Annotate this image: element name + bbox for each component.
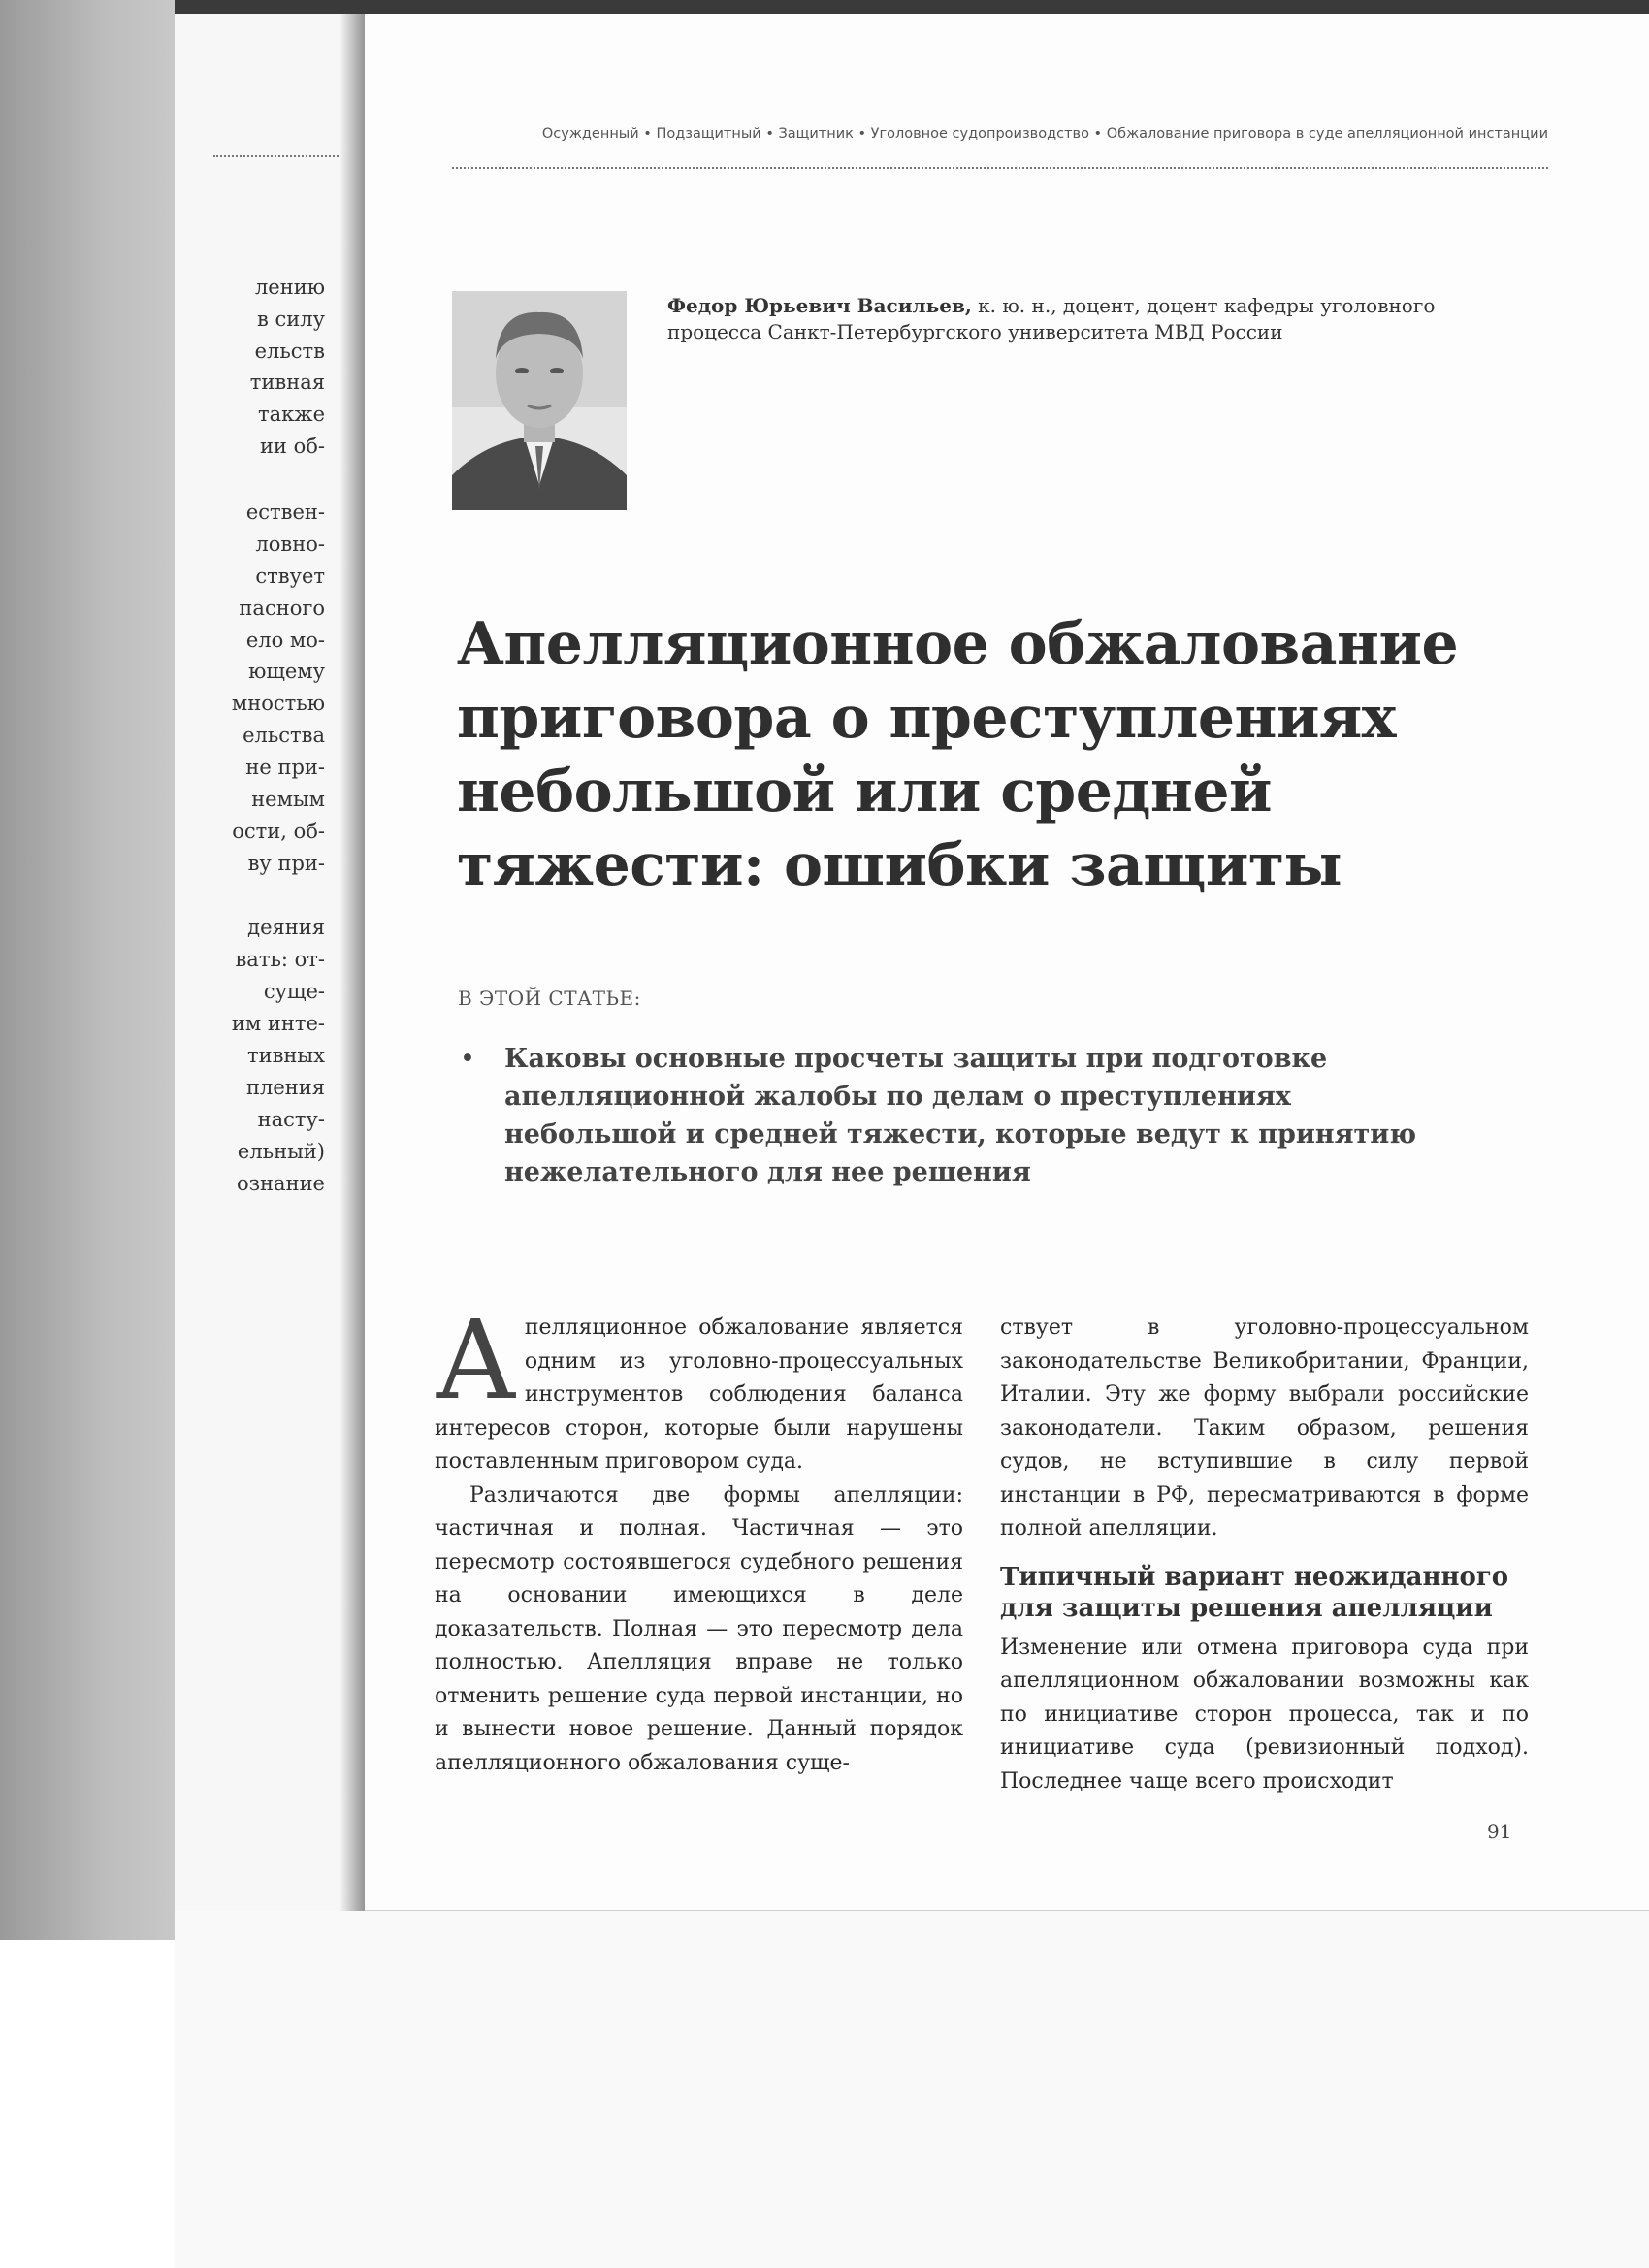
- page-number: 91: [1487, 1820, 1512, 1843]
- scan-top-edge: [0, 0, 1649, 14]
- previous-page-text-fragment: ельный): [237, 1140, 325, 1163]
- previous-page-text-fragment: мностью: [231, 692, 325, 715]
- previous-page-text-fragment: ловно-: [255, 533, 325, 556]
- in-article-label: В ЭТОЙ СТАТЬЕ:: [458, 987, 641, 1010]
- previous-page-text-fragment: насту-: [257, 1108, 325, 1131]
- previous-page-text-fragment: ющему: [248, 660, 325, 683]
- author-details: к. ю. н., доцент, доцент кафедры уголовного процесса Санкт-Петербургского университета МВД России: [667, 294, 1436, 343]
- header-dotted-rule: [452, 167, 1548, 169]
- previous-page-text-fragment: немым: [251, 788, 325, 811]
- scan-left-edge: [0, 0, 175, 1940]
- previous-page-text-fragment: ости, об-: [232, 820, 325, 843]
- previous-page-text-fragment: пления: [245, 1076, 325, 1099]
- previous-page-text-fragment: не при-: [245, 756, 325, 779]
- previous-page-text-fragment: им инте-: [231, 1012, 325, 1035]
- previous-page-text-fragment: ознание: [236, 1172, 325, 1195]
- running-head: Осужденный • Подзащитный • Защитник • Уголовное судопроизводство • Обжалование приговора в суде апелляционной инстанции: [541, 126, 1548, 142]
- previous-page-text-fragment: также: [257, 403, 325, 426]
- previous-page-text-fragment: ельства: [242, 724, 325, 747]
- previous-page: [175, 14, 364, 1939]
- paragraph: Изменение или отмена приговора суда при апелляционном обжаловании возможны как по инициативе сторон процесса, так и по инициативе суда (ревизионный подход). Последнее чаще всего происходит: [1000, 1635, 1529, 1794]
- bullet-icon: •: [460, 1044, 475, 1074]
- author-name: Федор Юрьевич Васильев,: [667, 294, 972, 317]
- paragraph: Различаются две формы апелляции: частичная и полная. Частичная — это пересмотр состоявшегося судебного решения на основании имеющихся в деле доказательств. Полная — это пересмотр дела полностью. Апелляция вправе не только отменить решение суда первой инстанции, но и вынести новое решение. Данный порядок апелляционного обжалования суще-: [435, 1482, 963, 1775]
- previous-page-text-fragment: вать: от-: [235, 948, 325, 971]
- previous-page-text-fragment: лению: [254, 275, 325, 299]
- article-highlights: [450, 1040, 1469, 1191]
- previous-page-text-fragment: пасного: [239, 597, 325, 620]
- scan-background: [175, 1911, 1649, 2268]
- previous-page-text-fragment: суще-: [263, 980, 325, 1003]
- article-page: [365, 14, 1649, 1911]
- previous-page-text-fragment: деяния: [247, 916, 325, 939]
- article-title: Апелляционное обжалование приговора о преступлениях небольшой или средней тяжести: ошибки защиты: [457, 610, 1459, 899]
- body-column-left: [435, 1298, 963, 1780]
- author-byline: [667, 293, 1521, 345]
- drop-cap: А: [435, 1298, 517, 1424]
- previous-page-text-fragment: ествен-: [245, 501, 325, 524]
- previous-page-text-fragment: ву при-: [247, 852, 325, 875]
- highlight-item: • Каковы основные просчеты защиты при подготовке апелляционной жалобы по делам о преступлениях небольшой и средней тяжести, которые ведут к принятию нежелательного для нее решения: [450, 1040, 1469, 1191]
- previous-page-text-fragment: в силу: [257, 308, 325, 331]
- previous-page-text-fragment: тивная: [249, 371, 325, 394]
- previous-page-dotted-rule: [213, 155, 349, 157]
- previous-page-text-fragment: тивных: [247, 1044, 325, 1067]
- paragraph: ствует в уголовно-процессуальном законодательстве Великобритании, Франции, Италии. Эту же форму выбрали российские законодатели. Таким образом, решения судов, не вступившие в силу первой инстанции в РФ, пересматриваются в форме полной апелляции.: [1000, 1315, 1529, 1540]
- author-photo: [452, 291, 627, 510]
- previous-page-text-fragment: ии об-: [259, 435, 325, 458]
- paragraph: пелляционное обжалование является одним из уголовно-процессуальных инструментов соблюдения баланса интересов сторон, которые были нарушены поставленным приговором суда.: [435, 1315, 963, 1474]
- section-heading: Типичный вариант неожиданного для защиты решения апелляции: [1000, 1562, 1509, 1623]
- body-column-right: [1000, 1312, 1529, 1798]
- previous-page-text-fragment: ствует: [255, 565, 325, 588]
- previous-page-text-fragment: ело мо-: [245, 629, 325, 652]
- previous-page-text-fragment: ельств: [254, 340, 325, 363]
